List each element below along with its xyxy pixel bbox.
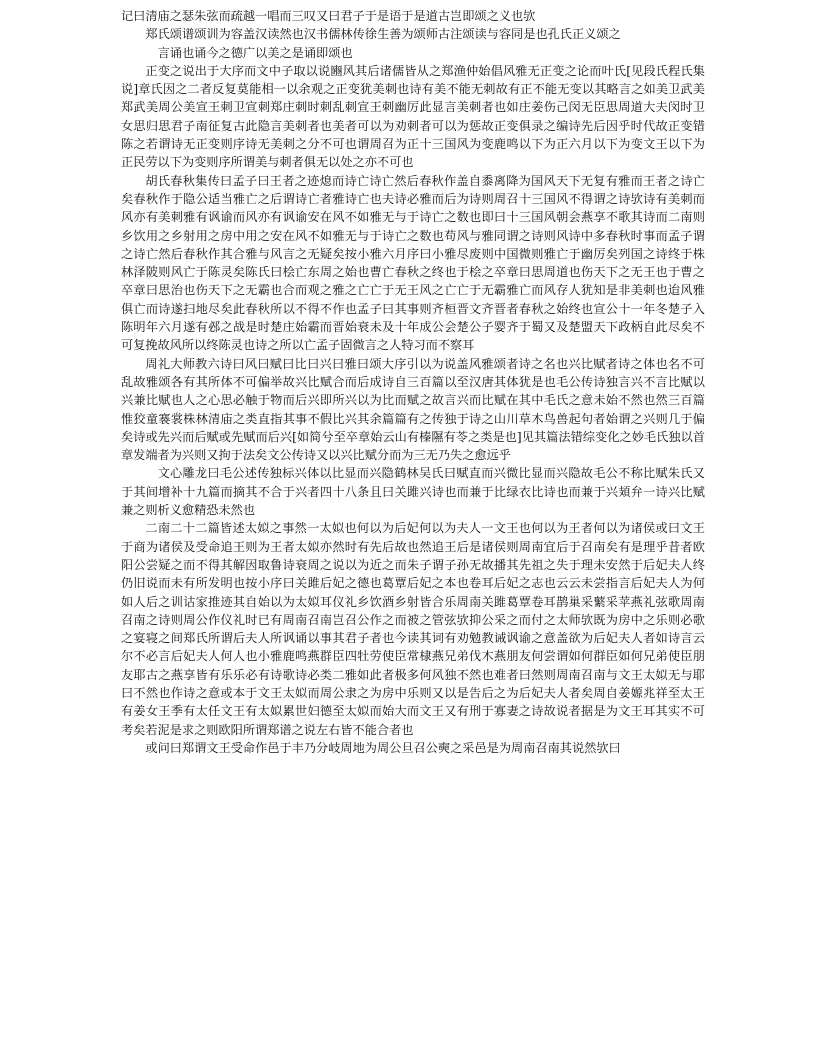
paragraph: 文心雕龙曰毛公述传独标兴体以比显而兴隐鹤林吴氏曰赋直而兴微比显而兴隐故毛公不称比赋朱氏又于其间增补十九篇而摘其不合于兴者四十八条且曰关雎兴诗也而兼于比绿衣比诗也而兼于兴頍弁一诗兴比赋兼之则析义愈精恐未然也 [121, 466, 705, 518]
paragraph: 周礼大师教六诗曰风曰赋曰比曰兴曰雅曰颂大序引以为说盖风雅颂者诗之名也兴比赋者诗之体也名不可乱故雅颂各有其所体不可偏举故兴比赋合而后成诗自三百篇以至汉唐其体犹是也毛公传诗独言兴不言比赋以兴兼比赋也人之心思必触于物而后兴即所兴以为比而赋之故言兴而比赋在其中毛氏之意未始不然也然三百篇惟狡童褰裳株林清庙之类直指其事不假比兴其余篇篇有之传独于诗之山川草木鸟兽起句者始谓之兴则几于偏矣诗或先兴而后赋或先赋而后兴[如简兮至卒章始云山有榛隰有苓之类是也]见其篇法错综变化之妙毛氏独以首章发端者为兴则又拘于法矣文公传诗又以兴比赋分而为三无乃失之愈远乎 [121, 356, 705, 463]
document-body [121, 7, 705, 757]
paragraph: 记曰清庙之瑟朱弦而疏越一唱而三叹又曰君子于是语于是道古岂即颂之义也欤 [121, 9, 536, 23]
paragraph: 或问曰郑谓文王受命作邑于丰乃分岐周地为周公旦召公奭之采邑是为周南召南其说然欤曰 [145, 740, 621, 755]
paragraph: 言诵也诵今之德广以美之是诵即颂也 [157, 45, 353, 60]
paragraph: 胡氏春秋集传曰孟子曰王者之迹熄而诗亡诗亡然后春秋作盖自黍离降为国风天下无复有雅而王者之诗亡矣春秋作于隐公适当雅亡之后谓诗亡者雅诗亡也夫诗必雅而后为诗则周召十三国风不得谓之诗欤诗有美刺而风亦有美刺雅有讽谕而风亦有讽谕安在风不如雅无与于诗亡之数也即曰十三国风朝会燕享不歌其诗而二南则乡饮用之乡射用之房中用之安在风不如雅无与于诗亡之数也苟风与雅同谓之诗则风诗中多春秋时事而孟子谓之诗亡然后春秋作其合雅与风言之无疑矣按小雅六月序曰小雅尽废则中国微则雅亡于幽厉矣列国之诗终于株林泽陂则风亡于陈灵矣陈氏曰桧亡东周之始也曹亡春秋之终也于桧之卒章曰思周道也伤天下之无王也于曹之卒章曰思治也伤天下之无霸也合而观之雅之亡亡于无王风之亡亡于无霸雅亡而风存人犹知是非美刺也迨风雅俱亡而诗遂扫地尽矣此春秋所以不得不作也孟子曰其事则齐桓晋文齐晋者春秋之始终也宣公十一年冬楚子入陈明年六月遂有邲之战是时楚庄始霸而晋始衰未及十年成公会楚公子婴齐于蜀又及楚盟天下政柄自此尽矣不可复挽故风所以终陈灵也诗之所以亡孟子固微言之人特习而不察耳 [121, 173, 705, 353]
paragraph: 郑氏颂谱颂训为容盖汉读然也汉书儒林传徐生善为颂师古注颂读与容同是也孔氏正义颂之 [145, 27, 621, 42]
paragraph: 正变之说出于大序而文中子取以说豳风其后诸儒皆从之郑渔仲始倡风雅无正变之论而叶氏[见段氏程氏集说]章氏因之二者反复莫能相一以余观之正变犹美刺也诗有美不能无刺故有正不能无变以其略言之如美卫武美郑武美周公美宣王刺卫宣刺郑庄刺时刺乱刺宣王刺幽厉此显言美刺者也如庄姜伤己闵无臣思周道大夫闵时卫女思归思君子南征复古此隐言美刺者也美者可以为劝刺者可以为惩故正变俱录之编诗先后因乎时代故正变错陈之若谓诗无正变则序诗无美刺之分不可也谓周召为正十三国风为变鹿鸣以下为正六月以下为变文王以下为正民劳以下为变则序所谓美与刺者俱无以处之亦不可也 [121, 63, 705, 170]
paragraph: 二南二十二篇皆述太姒之事然一太姒也何以为后妃何以为夫人一文王也何以为王者何以为诸侯或曰文王于商为诸侯及受命追王则为王者太姒亦然时有先后故也然追王后是诸侯则周南宜后于召南矣有是理乎昔者欧阳公尝疑之而不得其解因取鲁诗衰周之说以为近之而朱子谓子孙无故播其先祖之失于理未安然于后妃夫人终仍旧说而未有所发明也按小序曰关雎后妃之德也葛覃后妃之本也卷耳后妃之志也云云未尝指言后妃夫人为何如人后之训诂家推迹其自始以为太姒耳仪礼乡饮酒乡射皆合乐周南关雎葛覃卷耳鹊巢采蘩采苹燕礼弦歌周南召南之诗则周公作仪礼时已有周南召南岂召公作之而被之管弦欤抑公采之而付之太师欤既为房中之乐则必歌之宴寝之间郑氏所谓后夫人所讽诵以事其君子者也今读其词有劝勉教诫讽谕之意盖欲为后妃夫人者如诗言云尔不必言后妃夫人何人也小雅鹿鸣燕群臣四牡劳使臣常棣燕兄弟伐木燕朋友何尝谓如何群臣如何兄弟使臣朋友耶古之燕享皆有乐乐必有诗歌诗必类二雅如此者极多何风独不然也难者曰然则周南召南与文王太姒无与耶曰不然也作诗之意或本于文王太姒而周公隶之为房中乐则又以是告后之为后妃夫人者矣周自姜嫄兆祥至太王有姜女王季有太任文王有太姒累世妇德至太姒而始大而文王又有刑于寡妻之诗故说者据是为文王耳其实不可考矣若泥是求之则欧阳所谓郑谱之说左右皆不能合者也 [121, 521, 705, 737]
